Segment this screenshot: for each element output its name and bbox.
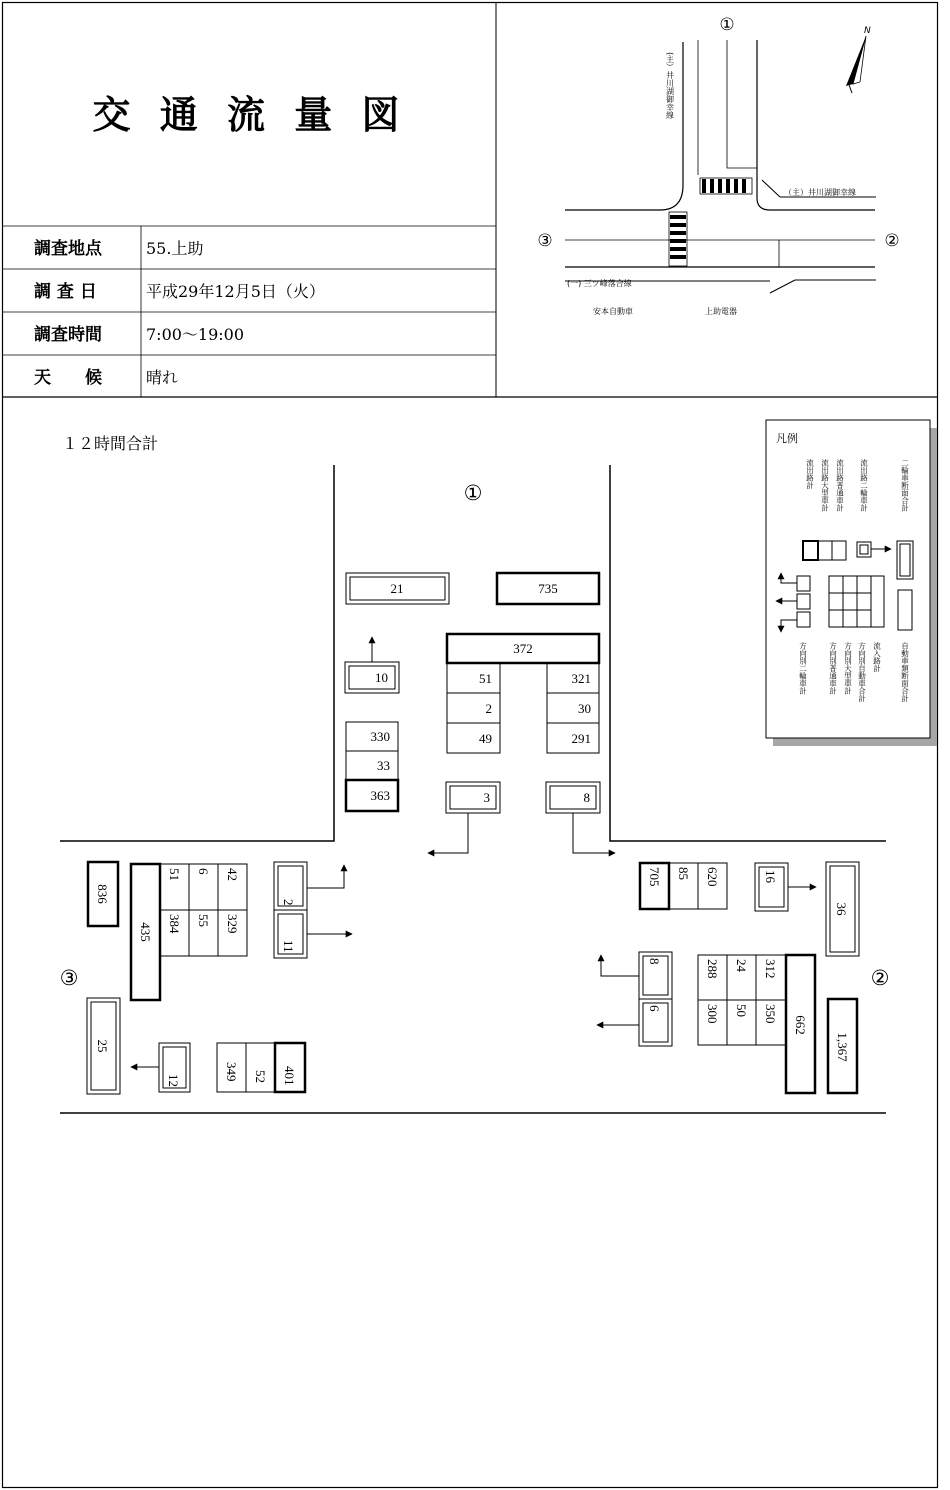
west-dir-top-3: 42: [225, 868, 240, 881]
west-outflow-large: 349: [224, 1062, 239, 1082]
weather-label: 天 候: [34, 368, 102, 388]
north-outflow-large: 330: [370, 729, 390, 744]
north-dir-left-1: 51: [479, 671, 492, 686]
weather-value: 晴れ: [146, 368, 179, 387]
east-dir-top-1: 288: [705, 959, 720, 979]
east-dir-top-3: 312: [763, 959, 778, 979]
west-motorcycle-out: 12: [166, 1074, 181, 1087]
map-north-label: N: [864, 26, 871, 36]
survey-location-value: 55.上助: [146, 239, 204, 258]
location-map: [537, 15, 899, 316]
map-road-main-north: (主）井川湖御幸線: [665, 52, 675, 120]
legend-label-dir-regular: 方向別普通車計: [828, 642, 838, 695]
legend-label-outflow-motorcycle: 流出路二輪車計: [859, 459, 869, 512]
west-motorcycle-right: 11: [281, 940, 296, 953]
west-motorcycle-up: 2: [281, 899, 296, 906]
west-dir-top-1: 51: [167, 868, 182, 881]
east-vehicle-section: 1,367: [835, 1032, 850, 1062]
survey-time-value: 7:00～19:00: [146, 325, 245, 344]
north-motorcycle-turn: 10: [375, 670, 388, 685]
legend-label-motorcycle-section: 二輪車断面合計: [900, 459, 910, 512]
legend-label-vehicle-section: 自動車類断面合計: [900, 642, 910, 702]
approach-1-label: ①: [463, 481, 483, 505]
approach-2-label: ②: [870, 966, 890, 990]
west-outflow-total: 401: [282, 1066, 297, 1086]
survey-date-label: 調 査 日: [34, 282, 97, 302]
north-dir-left-3: 49: [479, 731, 492, 746]
map-landmark-kamisuke: 上助電器: [705, 307, 737, 316]
east-motorcycle-left: 6: [647, 1005, 662, 1012]
east-dir-bottom-2: 50: [734, 1004, 749, 1017]
survey-date-value: 平成29年12月5日（火）: [146, 282, 325, 301]
north-motorcycle-right: 8: [583, 790, 590, 805]
north-motorcycle-section: 21: [390, 581, 404, 596]
east-outflow-regular: 620: [705, 867, 720, 887]
east-dir-bottom-3: 350: [763, 1004, 778, 1024]
east-outflow-large: 85: [676, 867, 691, 880]
survey-location-label: 調査地点: [34, 239, 102, 259]
legend-title: 凡例: [776, 432, 798, 445]
north-approach: [345, 573, 615, 853]
east-inflow-total: 662: [793, 1015, 808, 1035]
east-motorcycle-section: 36: [834, 902, 849, 916]
north-dir-right-3: 291: [571, 731, 591, 746]
west-dir-bottom-1: 384: [167, 914, 182, 934]
east-motorcycle-up: 8: [647, 958, 662, 965]
west-motorcycle-section: 836: [95, 884, 110, 904]
west-outflow-regular: 52: [253, 1070, 268, 1083]
north-motorcycle-left: 3: [483, 790, 490, 805]
north-outflow-regular: 33: [377, 758, 390, 773]
east-motorcycle-in: 16: [763, 870, 778, 883]
north-inflow-total: 372: [513, 641, 533, 656]
legend-label-outflow-total: 流出路計: [805, 459, 815, 489]
legend-label-dir-motorcycle: 方向別二輪車計: [798, 642, 808, 695]
west-approach: [87, 862, 352, 1094]
survey-time-label: 調査時間: [34, 325, 102, 345]
north-outflow-total: 363: [370, 788, 390, 803]
east-dir-bottom-1: 300: [705, 1004, 720, 1024]
map-road-main-east: （主）井川湖御幸線: [784, 188, 856, 197]
legend-label-dir-total: 方向別自動車合計: [857, 642, 867, 702]
map-point-1: ①: [719, 15, 735, 35]
north-vehicle-section: 735: [538, 581, 558, 596]
legend-label-outflow-regular: 流出路普通車計: [835, 459, 845, 512]
map-point-2: ②: [884, 231, 900, 251]
north-dir-right-1: 321: [571, 671, 591, 686]
map-point-3: ③: [537, 231, 553, 251]
east-outflow-total: 705: [647, 867, 662, 887]
west-dir-top-2: 6: [196, 868, 211, 875]
legend: [766, 420, 937, 746]
north-dir-left-2: 2: [485, 701, 492, 716]
north-dir-right-2: 30: [578, 701, 591, 716]
legend-label-inflow-total: 流入路計: [872, 642, 882, 672]
legend-label-outflow-large: 流出路大型車計: [820, 459, 830, 512]
north-arrow-icon: [846, 36, 866, 93]
page-title: 交 通 流 量 図: [92, 93, 408, 137]
west-dir-bottom-2: 55: [196, 914, 211, 927]
east-dir-top-2: 24: [734, 959, 749, 972]
east-approach: [597, 862, 859, 1093]
legend-label-dir-large: 方向別大型車計: [843, 642, 853, 695]
west-dir-bottom-3: 329: [225, 914, 240, 934]
map-landmark-yasumoto: 安本自動車: [593, 307, 633, 316]
diagram-subtitle: １２時間合計: [62, 434, 159, 453]
approach-3-label: ③: [59, 966, 79, 990]
west-inflow-total: 435: [138, 922, 153, 942]
intersection-roads: [60, 465, 886, 1113]
west-vehicle-section: 25: [95, 1039, 110, 1053]
map-road-prefectural: (一) 三ツ峰落合線: [567, 279, 632, 288]
